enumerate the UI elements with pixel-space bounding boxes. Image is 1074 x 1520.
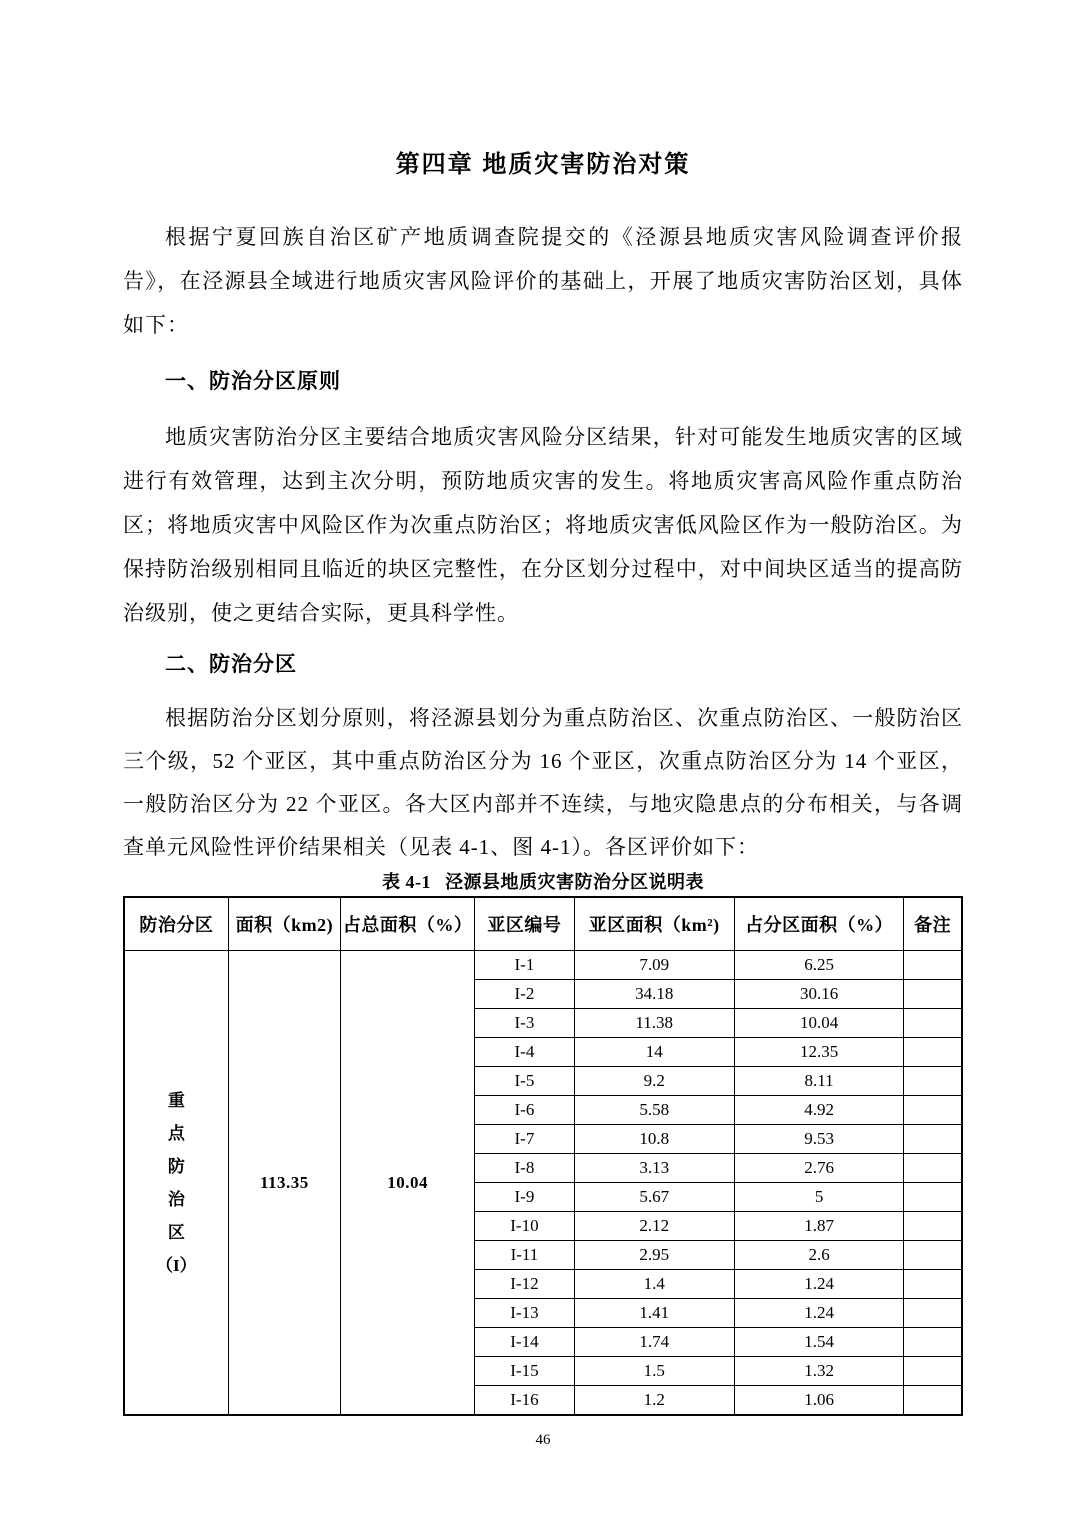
zone-area-cell: 113.35 — [228, 951, 340, 1416]
table-header-row — [124, 897, 962, 951]
note-cell — [904, 1096, 962, 1125]
col-header-subzone-area: 亚区面积（km²) — [574, 897, 734, 951]
subzone-pct: 8.11 — [734, 1067, 903, 1096]
note-cell — [904, 1183, 962, 1212]
subzone-pct: 1.32 — [734, 1357, 903, 1386]
intro-paragraph: 根据宁夏回族自治区矿产地质调查院提交的《泾源县地质灾害风险调查评价报告》，在泾源县全域进行地质灾害风险评价的基础上，开展了地质灾害防治区划，具体如下： — [123, 225, 963, 337]
subzone-area: 3.13 — [574, 1154, 734, 1183]
zone-name-cell: 重 点 防 治 区 （I） — [124, 951, 228, 1416]
subzone-pct: 1.54 — [734, 1328, 903, 1357]
subzone-pct: 1.06 — [734, 1386, 903, 1416]
subzone-area: 1.74 — [574, 1328, 734, 1357]
subzone-area: 9.2 — [574, 1067, 734, 1096]
subzone-code: I-9 — [475, 1183, 574, 1212]
subzone-area: 7.09 — [574, 951, 734, 980]
subzone-area: 1.4 — [574, 1270, 734, 1299]
subzone-area: 1.2 — [574, 1386, 734, 1416]
note-cell — [904, 1067, 962, 1096]
subzone-code: I-6 — [475, 1096, 574, 1125]
subzone-code: I-10 — [475, 1212, 574, 1241]
col-header-zone: 防治分区 — [124, 897, 228, 951]
subzone-code: I-12 — [475, 1270, 574, 1299]
col-header-area: 面积（km2) — [228, 897, 340, 951]
subzone-code: I-2 — [475, 980, 574, 1009]
subzone-area: 34.18 — [574, 980, 734, 1009]
subzone-code: I-8 — [475, 1154, 574, 1183]
section-2-heading: 二、防治分区 — [165, 653, 297, 676]
table-caption — [123, 871, 963, 893]
subzone-pct: 4.92 — [734, 1096, 903, 1125]
subzone-area: 5.58 — [574, 1096, 734, 1125]
note-cell — [904, 1386, 962, 1416]
subzone-pct: 6.25 — [734, 951, 903, 980]
note-cell — [904, 1270, 962, 1299]
note-cell — [904, 1125, 962, 1154]
subzone-code: I-16 — [475, 1386, 574, 1416]
section-1-heading: 一、防治分区原则 — [165, 370, 341, 393]
note-cell — [904, 1299, 962, 1328]
zone-pct-cell: 10.04 — [341, 951, 475, 1416]
subzone-code: I-13 — [475, 1299, 574, 1328]
note-cell — [904, 980, 962, 1009]
subzone-code: I-3 — [475, 1009, 574, 1038]
subzone-pct: 30.16 — [734, 980, 903, 1009]
note-cell — [904, 1328, 962, 1357]
note-cell — [904, 951, 962, 980]
col-header-pct-zone: 占分区面积（%） — [734, 897, 903, 951]
subzone-area: 11.38 — [574, 1009, 734, 1038]
subzone-area: 1.41 — [574, 1299, 734, 1328]
zoning-table — [123, 896, 963, 1416]
note-cell — [904, 1212, 962, 1241]
subzone-pct: 10.04 — [734, 1009, 903, 1038]
table-caption-label: 表 4-1 — [382, 872, 431, 892]
subzone-area: 2.12 — [574, 1212, 734, 1241]
subzone-pct: 2.6 — [734, 1241, 903, 1270]
subzone-code: I-7 — [475, 1125, 574, 1154]
subzone-pct: 1.24 — [734, 1299, 903, 1328]
subzone-code: I-15 — [475, 1357, 574, 1386]
subzone-area: 5.67 — [574, 1183, 734, 1212]
table-caption-text: 泾源县地质灾害防治分区说明表 — [445, 872, 704, 892]
subzone-area: 10.8 — [574, 1125, 734, 1154]
document-page — [123, 0, 963, 1449]
col-header-note: 备注 — [904, 897, 962, 951]
subzone-area: 2.95 — [574, 1241, 734, 1270]
subzone-area: 14 — [574, 1038, 734, 1067]
subzone-pct: 9.53 — [734, 1125, 903, 1154]
chapter-title: 第四章 地质灾害防治对策 — [395, 151, 691, 178]
section-2-paragraph: 根据防治分区划分原则，将泾源县划分为重点防治区、次重点防治区、一般防治区三个级，52 个亚区，其中重点防治区分为 16 个亚区，次重点防治区分为 14 个亚区，一般防治区分为 22 个亚区。各大区内部并不连续，与地灾隐患点的分布相关，与各调查单元风险性评价结果相关（见表 4-1、图 4-1）。各区评价如下： — [123, 706, 963, 859]
subzone-code: I-5 — [475, 1067, 574, 1096]
subzone-area: 1.5 — [574, 1357, 734, 1386]
note-cell — [904, 1357, 962, 1386]
section-1-paragraph: 地质灾害防治分区主要结合地质灾害风险分区结果，针对可能发生地质灾害的区域进行有效管理，达到主次分明，预防地质灾害的发生。将地质灾害高风险作重点防治区；将地质灾害中风险区作为次重点防治区；将地质灾害低风险区作为一般防治区。为保持防治级别相同且临近的块区完整性，在分区划分过程中，对中间块区适当的提高防治级别，使之更结合实际，更具科学性。 — [123, 425, 963, 625]
subzone-pct: 1.87 — [734, 1212, 903, 1241]
col-header-pct-total: 占总面积（%） — [341, 897, 475, 951]
subzone-code: I-14 — [475, 1328, 574, 1357]
table-row — [124, 951, 962, 980]
page-number: 46 — [535, 1432, 551, 1448]
subzone-pct: 12.35 — [734, 1038, 903, 1067]
subzone-code: I-4 — [475, 1038, 574, 1067]
note-cell — [904, 1038, 962, 1067]
subzone-code: I-1 — [475, 951, 574, 980]
note-cell — [904, 1241, 962, 1270]
subzone-code: I-11 — [475, 1241, 574, 1270]
col-header-subzone-code: 亚区编号 — [475, 897, 574, 951]
note-cell — [904, 1154, 962, 1183]
subzone-pct: 1.24 — [734, 1270, 903, 1299]
note-cell — [904, 1009, 962, 1038]
subzone-pct: 2.76 — [734, 1154, 903, 1183]
subzone-pct: 5 — [734, 1183, 903, 1212]
